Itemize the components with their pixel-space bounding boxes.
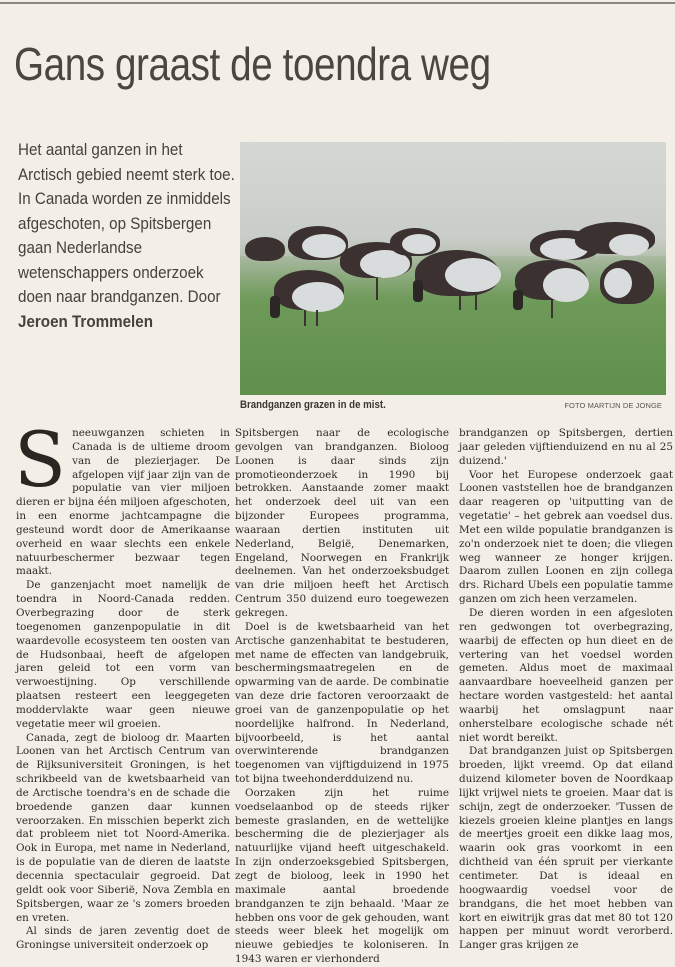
paragraph: Dat brandganzen juist op Spitsbergen broeden, lijkt vreemd. Op dat eiland duizend kilometer boven de Noordkaap lijkt vrijwel niets te groeien. Maar dat is schijn, zegt de onderzoeker. 'Tussen de kiezels groeien kleine plantjes en langs de meertjes groeit een dikke laag mos, waarin ook gras voorkomt in een dichtheid van één spruit per vierkante centimeter. Dat is ideaal en hoogwaardig voedsel voor de brandgans, die het moet hebben van kort en eiwitrijk gras dat met 80 tot 120 happen per minuut wordt verorberd. Langer gras krijgen ze [459,745,673,952]
article-column-3 [459,427,673,953]
paragraph: Spitsbergen naar de ecologische gevolgen van brandganzen. Bioloog Loonen is daar sinds zijn promotieonderzoek in 1990 bij betrokken. Aanstaande zomer maakt het onderzoek deel uit van een bijzonder Europees programma, waaraan dertien instituten uit Nederland, België, Denemarken, Engeland, Noorwegen en Frankrijk deelnemen. Van het onderzoeksbudget van drie miljoen heeft het Arctisch Centrum 350 duizend euro toegewezen gekregen. [235,427,449,619]
paragraph: De dieren worden in een afgesloten ren gedwongen tot overbegrazing, waarbij de effecten op hun dieet en de vertering van het voedsel worden gemeten. Aldus moet de maximaal aanvaardbare hoeveelheid ganzen per hectare worden vastgesteld: het aantal waarbij het omslagpunt naar onherstelbare ecologische schade nét niet wordt bereikt. [459,606,673,744]
paragraph: Al sinds de jaren zeventig doet de Groningse universiteit onderzoek op [16,925,230,952]
article-column-1 [14,415,230,953]
paragraph: Oorzaken zijn het ruime voedselaanbod op de steeds rijker bemeste graslanden, en de wettelijke bescherming die de plezierjager als natuurlijke vijand heeft uitgeschakeld. In zijn onderzoeksgebied Spitsbergen, zegt de bioloog, leek in 1990 het maximale aantal broedende brandganzen te zijn behaald. 'Maar ze hebben ons voor de gek gehouden, want steeds weer bleek het mogelijk om nieuwe gebiedjes te koloniseren. In 1943 waren er vierhonderd [235,786,449,966]
photo-credit: FOTO MARTIJN DE JONGE [564,401,662,410]
top-rule [0,2,675,4]
paragraph: brandganzen op Spitsbergen, dertien jaar geleden vijftienduizend en nu al 25 duizend.' [459,427,673,467]
photo-caption: Brandganzen grazen in de mist. [240,399,386,411]
intro-text: Het aantal ganzen in het Arctisch gebied neemt sterk toe. In Canada worden ze inmiddels afgeschoten, op Spitsbergen gaan Nederlandse wetenschappers onderzoek doen naar brandganzen. [18,141,235,306]
article-column-2 [235,427,449,967]
paragraph: Voor het Europese onderzoek gaat Loonen vaststellen hoe de brandganzen daar reageren op 'uitputting van de vegetatie' – het gebrek aan voedsel dus. Met een wilde populatie brandganzen is zo'n onderzoek niet te doen; die vliegen weg wanneer ze honger krijgen. Daarom zullen Loonen en zijn collega drs. Richard Ubels een populatie tamme ganzen om zich heen verzamelen. [459,468,673,606]
photo-caption-bar [240,399,666,415]
paragraph: Doel is de kwetsbaarheid van het Arctische ganzenhabitat te bestuderen, met name de effecten van landgebruik, beschermingsmaatregelen en de opwarming van de aarde. De combinatie van deze drie factoren veroorzaakt de groei van de ganzenpopulatie op het noordelijke halfrond. In Nederland, bijvoorbeeld, is het aantal overwinterende brandganzen toegenomen van vijftigduizend in 1975 tot bijna tweehonderdduizend nu. [235,620,449,786]
paragraph: Sneeuwganzen schieten in Canada is de ultieme droom van de plezierjager. De afgelopen vijf jaar zijn van de populatie van vier miljoen dieren er bijna één miljoen afgeschoten, in een enorme jachtcampagne die gesteund wordt door de Amerikaanse overheid en waar slechts een enkele natuurbeschermer bezwaar tegen maakt. [14,415,230,578]
paragraph: Canada, zegt de bioloog dr. Maarten Loonen van het Arctisch Centrum van de Rijksuniversiteit Groningen, is het schrikbeeld van de kwetsbaarheid van de Arctische toendra's en de schade die broedende ganzen daar kunnen veroorzaken. En misschien beperkt zich dat probleem niet tot Noord-Amerika. Ook in Europa, met name in Nederland, is de populatie van de dieren de laatste decennia spectaculair gegroeid. Dat geldt ook voor Siberië, Nova Zembla en Spitsbergen, waar ze 's zomers broeden en vreten. [16,731,230,924]
headline: Gans graast de toendra weg [14,37,491,90]
paragraph: De ganzenjacht moet namelijk de toendra in Noord-Canada redden. Overbegrazing door de sterk toegenomen ganzenpopulatie in dit waardevolle ecosysteem ten oosten van de Hudsonbaai, heeft de afgelopen jaren geleid tot een vorm van verwoestijning. Op verschillende plaatsen resteert een leeggegeten moddervlakte waar geen nieuwe vegetatie meer wil groeien. [16,579,230,730]
author-name: Jeroen Trommelen [18,312,153,331]
byline-prefix: Door [187,288,221,306]
article-intro [18,138,238,334]
drop-cap: S [14,415,67,504]
photo-geese [240,142,666,395]
